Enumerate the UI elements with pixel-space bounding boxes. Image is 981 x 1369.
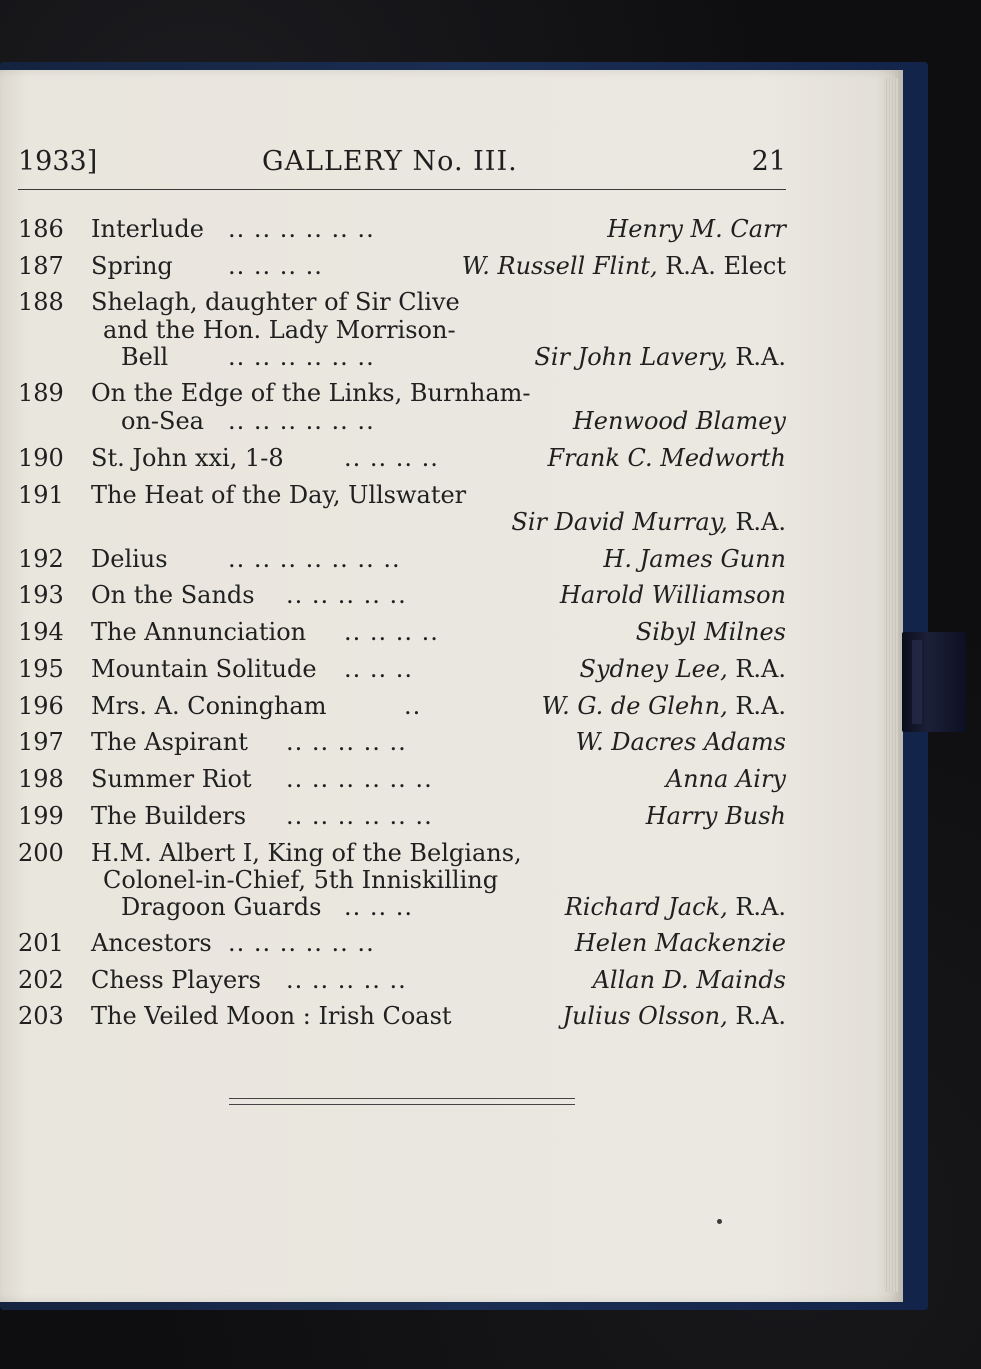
- header-year: 1933]: [18, 146, 98, 177]
- entry-artist: [646, 799, 786, 833]
- artist-name: Frank C. Medworth: [547, 444, 786, 472]
- entry-artist: [562, 999, 786, 1033]
- catalogue-entry: [18, 249, 786, 283]
- entry-number: 200: [18, 839, 64, 867]
- leader-dots: .. .. ..: [344, 893, 414, 921]
- entry-title: On the Sands: [91, 581, 255, 609]
- entry-number: 195: [18, 655, 64, 683]
- paper-speck: [717, 1219, 722, 1224]
- leader-dots: .. .. .. .. .. ..: [228, 407, 375, 435]
- artist-suffix: R.A.: [727, 655, 786, 683]
- catalogue-entry: [18, 762, 786, 796]
- entry-number: 198: [18, 765, 64, 793]
- entry-artist: [573, 404, 786, 438]
- entry-number: 192: [18, 545, 64, 573]
- artist-suffix: R.A.: [727, 343, 786, 371]
- entry-artist: [511, 505, 786, 539]
- artist-name: Sibyl Milnes: [635, 618, 786, 646]
- entry-title: The Aspirant: [91, 728, 248, 756]
- entry-number: 190: [18, 444, 64, 472]
- entry-artist: [636, 615, 786, 649]
- artist-name: Sir David Murray,: [511, 508, 728, 536]
- artist-name: Julius Olsson,: [562, 1002, 728, 1030]
- entry-artist: [462, 249, 786, 283]
- catalogue-entry: [18, 689, 786, 723]
- artist-suffix: R.A.: [727, 893, 786, 921]
- page-edges: [884, 78, 898, 1292]
- entry-artist: [534, 340, 786, 374]
- entry-title: Summer Riot: [91, 765, 252, 793]
- leader-dots: .. .. .. ..: [228, 252, 323, 280]
- entry-title: Ancestors: [91, 929, 212, 957]
- entry-title: St. John xxi, 1-8: [91, 444, 284, 472]
- header-rule: [18, 189, 786, 190]
- entry-artist: [542, 689, 786, 723]
- entry-title: The Builders: [91, 802, 247, 830]
- artist-name: H. James Gunn: [603, 545, 786, 573]
- header-title: GALLERY No. III.: [262, 146, 518, 177]
- entry-title-continued: Bell: [121, 343, 169, 371]
- entry-title: Delius: [91, 545, 168, 573]
- entry-title: Spring: [91, 252, 173, 280]
- entry-number: 189: [18, 379, 64, 407]
- artist-name: Anna Airy: [665, 765, 786, 793]
- catalogue-entry: [18, 652, 786, 686]
- artist-name: Henry M. Carr: [607, 215, 786, 243]
- entry-number: 191: [18, 481, 64, 509]
- catalogue-entry: [18, 212, 786, 246]
- leader-dots: .. .. .. .. ..: [286, 581, 407, 609]
- entry-title: Mrs. A. Coningham: [91, 692, 327, 720]
- catalogue-entry-end: [18, 890, 786, 924]
- artist-name: Helen Mackenzie: [574, 929, 786, 957]
- entry-number: 193: [18, 581, 64, 609]
- entry-artist: [565, 890, 786, 924]
- leader-dots: .. .. .. .. ..: [286, 966, 407, 994]
- entry-number: 188: [18, 288, 64, 316]
- artist-name: W. G. de Glehn,: [541, 692, 728, 720]
- leader-dots: .. .. .. ..: [344, 618, 439, 646]
- catalogue-entry-end: [18, 505, 786, 539]
- leader-dots: .. .. .. .. .. ..: [286, 802, 433, 830]
- entry-title-continued: Colonel-in-Chief, 5th Inniskilling: [103, 866, 499, 894]
- leader-dots: .. .. ..: [344, 655, 414, 683]
- artist-name: Sir John Lavery,: [534, 343, 728, 371]
- entry-title: The Annunciation: [91, 618, 307, 646]
- leader-dots: .. .. .. .. ..: [286, 728, 407, 756]
- entry-title-continued: on-Sea: [121, 407, 204, 435]
- leader-dots: .. .. .. .. .. ..: [286, 765, 433, 793]
- artist-name: W. Dacres Adams: [575, 728, 786, 756]
- catalogue-entry: [18, 799, 786, 833]
- artist-name: Harry Bush: [645, 802, 786, 830]
- catalogue-entry: [18, 615, 786, 649]
- artist-name: Sydney Lee,: [579, 655, 728, 683]
- artist-suffix: R.A. Elect: [657, 252, 786, 280]
- entry-number: 186: [18, 215, 64, 243]
- entry-artist: [603, 542, 786, 576]
- leader-dots: .. .. .. .. .. .. ..: [228, 545, 401, 573]
- artist-suffix: R.A.: [727, 1002, 786, 1030]
- entry-number: 202: [18, 966, 64, 994]
- artist-suffix: R.A.: [727, 692, 786, 720]
- entry-title-continued: Dragoon Guards: [121, 893, 322, 921]
- entry-number: 196: [18, 692, 64, 720]
- entry-number: 197: [18, 728, 64, 756]
- entry-number: 203: [18, 1002, 64, 1030]
- catalogue-entry: [18, 999, 786, 1033]
- entry-title: The Veiled Moon : Irish Coast: [91, 1002, 452, 1030]
- entry-artist: [560, 578, 786, 612]
- catalogue-entry: [18, 725, 786, 759]
- catalogue-entry-end: [18, 404, 786, 438]
- artist-name: Allan D. Mainds: [592, 966, 786, 994]
- artist-name: W. Russell Flint,: [461, 252, 658, 280]
- entry-artist: [575, 926, 786, 960]
- entry-artist: [666, 762, 786, 796]
- entry-number: 194: [18, 618, 64, 646]
- entry-artist: [547, 441, 786, 475]
- ribbon-highlight: [912, 640, 922, 724]
- artist-suffix: R.A.: [727, 508, 786, 536]
- catalogue-entry-end: [18, 340, 786, 374]
- leader-dots: .. .. .. ..: [344, 444, 439, 472]
- section-end-rule: [229, 1098, 575, 1105]
- leader-dots: .. .. .. .. .. ..: [228, 215, 375, 243]
- entry-title: On the Edge of the Links, Burnham-: [91, 379, 531, 407]
- artist-name: Richard Jack,: [564, 893, 728, 921]
- entry-number: 199: [18, 802, 64, 830]
- entry-title: Mountain Solitude: [91, 655, 317, 683]
- entry-artist: [580, 652, 786, 686]
- entry-title: The Heat of the Day, Ullswater: [91, 481, 467, 509]
- catalogue-entry: [18, 542, 786, 576]
- entry-title: Chess Players: [91, 966, 261, 994]
- entry-number: 201: [18, 929, 64, 957]
- header-page-number: 21: [751, 146, 786, 177]
- running-head: [18, 146, 786, 184]
- leader-dots: .. .. .. .. .. ..: [228, 929, 375, 957]
- entry-artist: [593, 963, 786, 997]
- catalogue-entry: [18, 441, 786, 475]
- catalogue-entry: [18, 963, 786, 997]
- entry-number: 187: [18, 252, 64, 280]
- entry-artist: [607, 212, 786, 246]
- leader-dots: .. .. .. .. .. ..: [228, 343, 375, 371]
- entry-title: Shelagh, daughter of Sir Clive: [91, 288, 460, 316]
- entry-title-continued: and the Hon. Lady Morrison-: [103, 316, 456, 344]
- artist-name: Henwood Blamey: [572, 407, 786, 435]
- leader-dots: ..: [404, 692, 422, 720]
- entry-artist: [576, 725, 786, 759]
- catalogue-entry: [18, 578, 786, 612]
- entry-title: H.M. Albert I, King of the Belgians,: [91, 839, 522, 867]
- catalogue-entry: [18, 926, 786, 960]
- artist-name: Harold Williamson: [559, 581, 786, 609]
- entry-title: Interlude: [91, 215, 204, 243]
